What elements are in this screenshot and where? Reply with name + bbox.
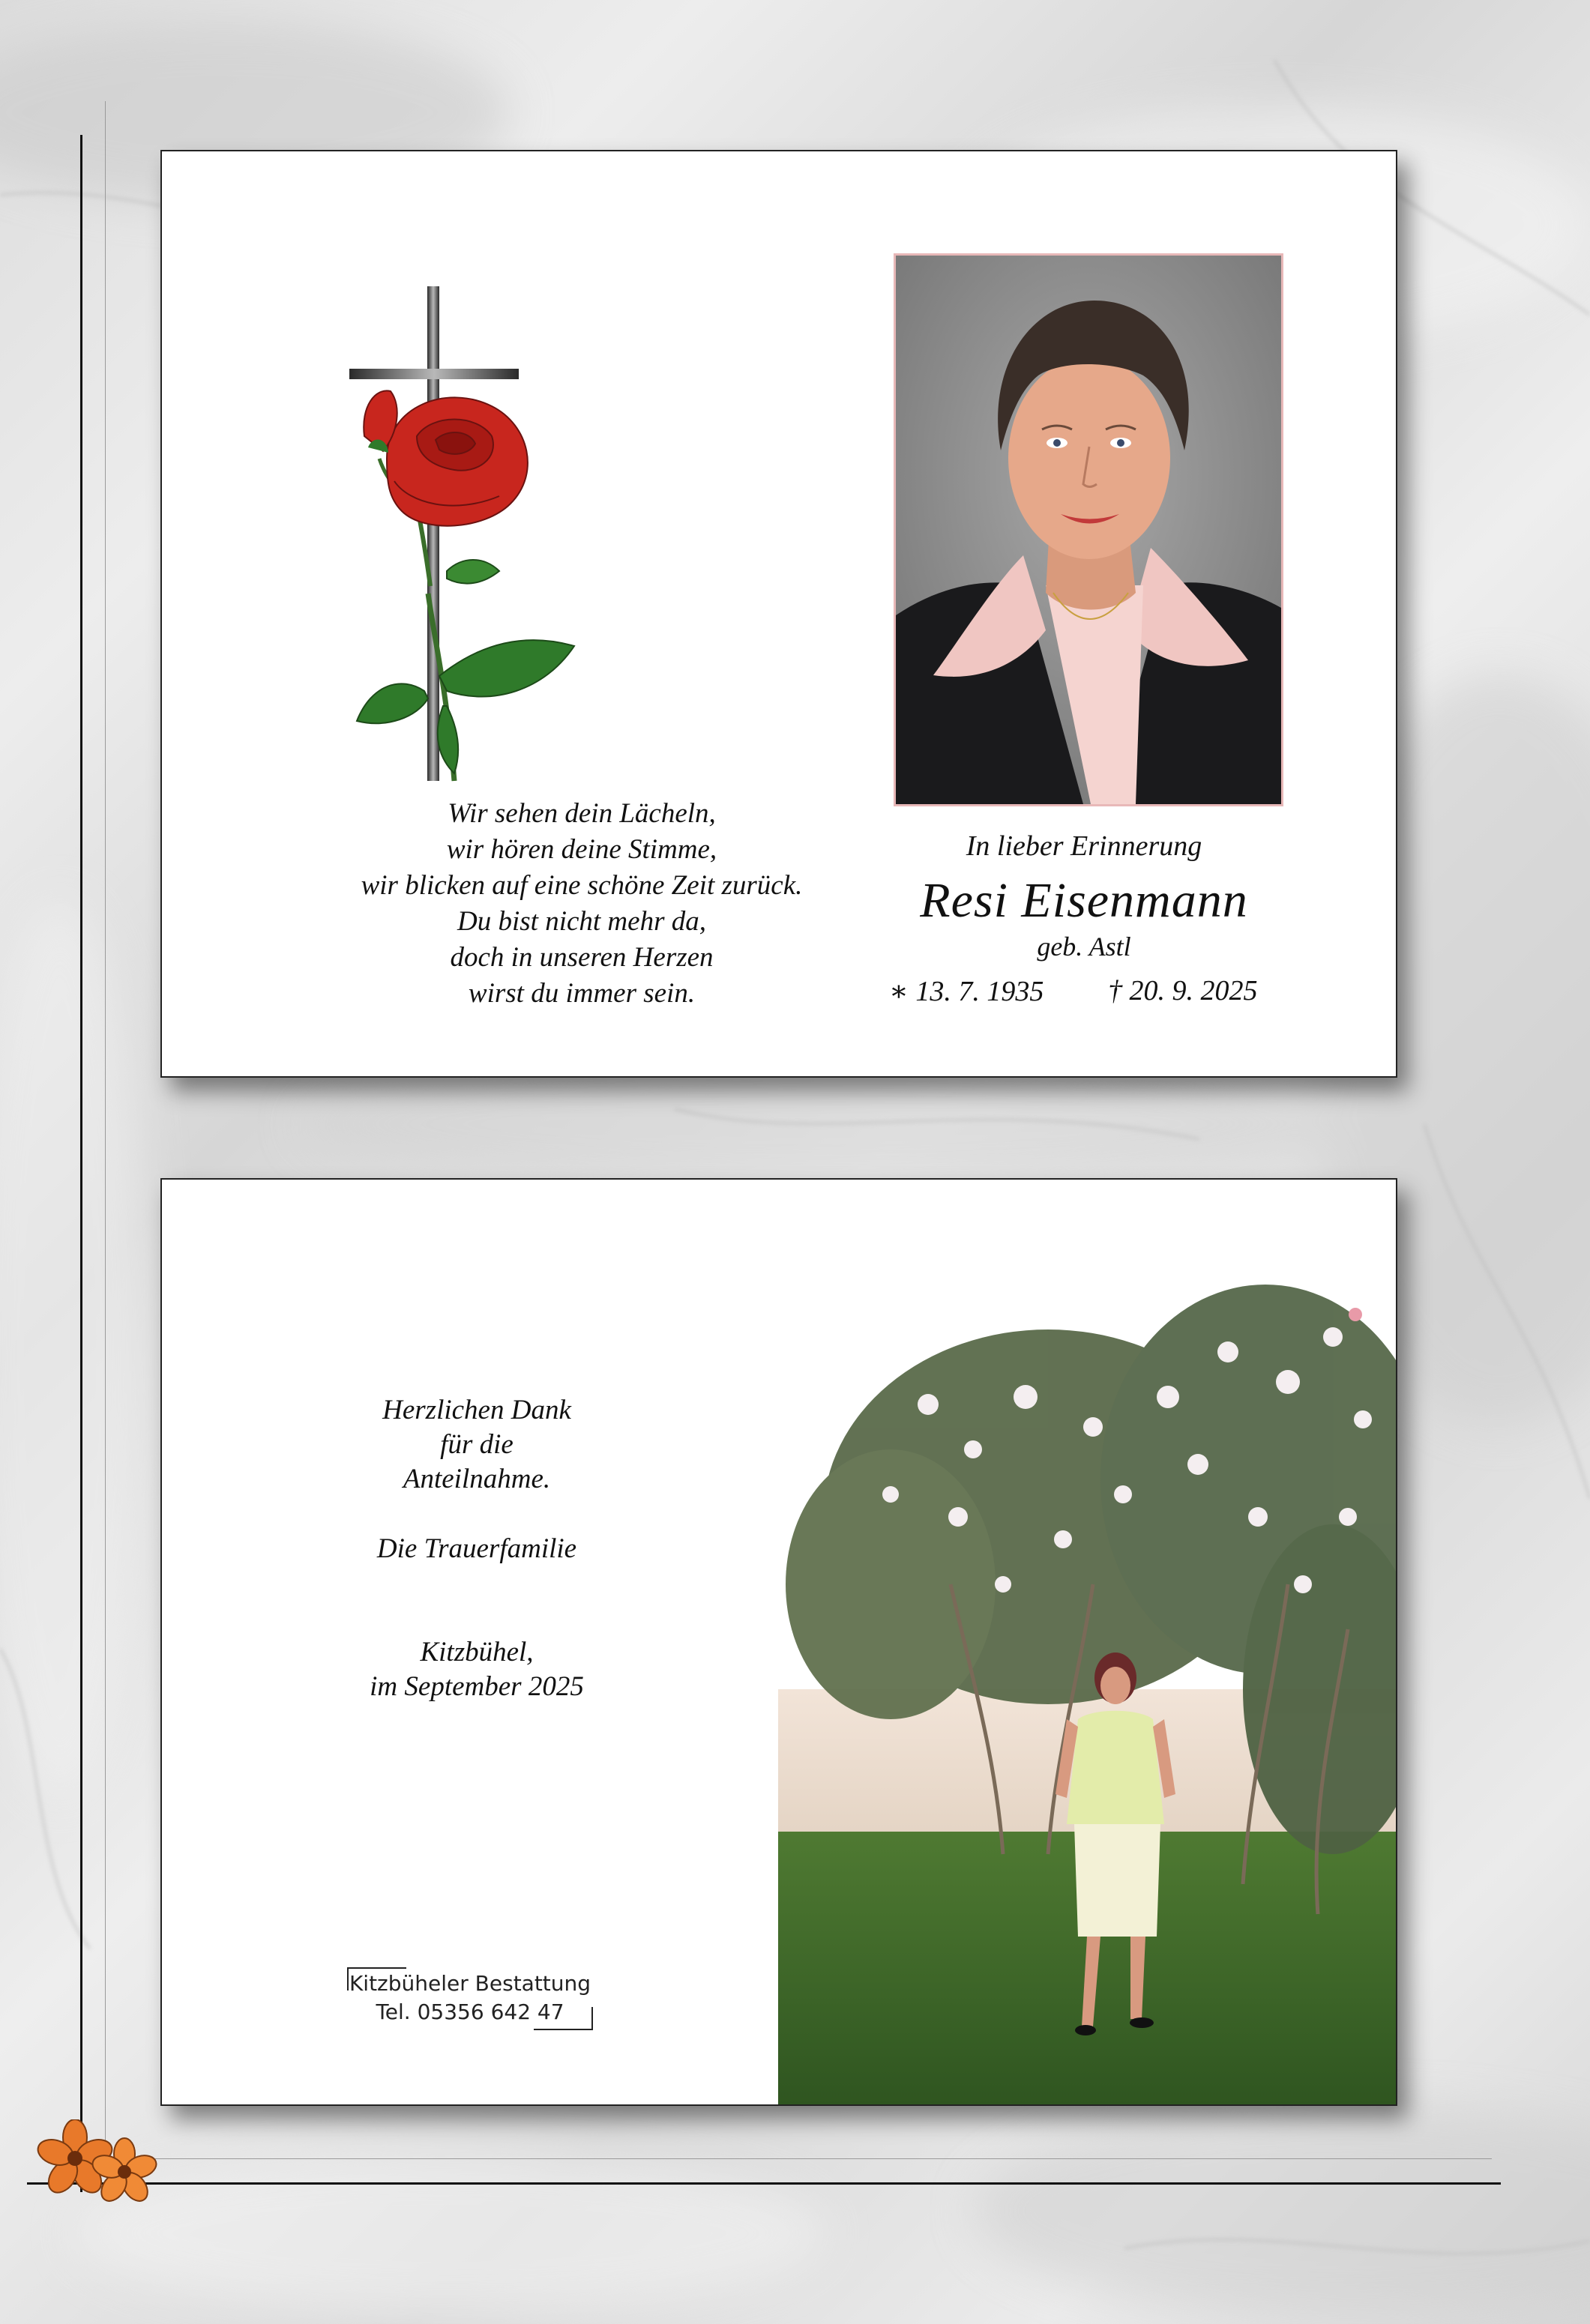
verse-line: Wir sehen dein Lächeln, (448, 798, 716, 829)
memorial-card-front (160, 150, 1397, 1078)
family-line: Die Trauerfamilie (376, 1533, 577, 1564)
thanks-line: Anteilnahme. (403, 1464, 551, 1494)
birth-star-icon: ∗ (889, 976, 909, 1007)
place-date (327, 1635, 627, 1704)
memorial-card-back (160, 1178, 1397, 2106)
family-signature (327, 1532, 627, 1566)
funeral-home-box (346, 1967, 594, 2031)
corner-flower-icon (28, 2119, 171, 2209)
memorial-verse (207, 796, 957, 1012)
portrait-photo (894, 253, 1283, 806)
frame-line-left (80, 135, 82, 2192)
frame-line-bottom-thin (112, 2158, 1492, 2159)
death-date-group (1108, 974, 1258, 1007)
thanks-text (327, 1393, 627, 1497)
date-line: im September 2025 (370, 1671, 584, 1702)
death-cross-icon: † (1108, 975, 1122, 1006)
cross-rose-icon (334, 256, 619, 796)
place-line: Kitzbühel, (420, 1637, 534, 1667)
verse-line: doch in unseren Herzen (450, 942, 714, 973)
verse-line: wir blicken auf eine schöne Zeit zurück. (361, 870, 803, 901)
death-date: 20. 9. 2025 (1129, 975, 1258, 1006)
thanks-line: Herzlichen Dank (382, 1395, 571, 1425)
verse-line: wir hören deine Stimme, (446, 834, 717, 865)
in-memory-heading: In lieber Erinnerung (966, 830, 1202, 862)
frame-line-left-thin (105, 101, 106, 2170)
verse-line: Du bist nicht mehr da, (457, 906, 706, 937)
frame-line-bottom (27, 2182, 1501, 2185)
verse-line: wirst du immer sein. (468, 978, 696, 1009)
funeral-home-name: Kitzbüheler Bestattung (349, 1971, 591, 1996)
thanks-line: für die (440, 1429, 514, 1460)
birth-date-group (889, 974, 1044, 1008)
garden-photo (778, 1270, 1396, 2104)
funeral-home-phone: Tel. 05356 642 47 (376, 1999, 564, 2024)
birth-date: 13. 7. 1935 (915, 976, 1044, 1007)
deceased-name: Resi Eisenmann (920, 873, 1248, 928)
maiden-name: geb. Astl (1037, 932, 1131, 962)
